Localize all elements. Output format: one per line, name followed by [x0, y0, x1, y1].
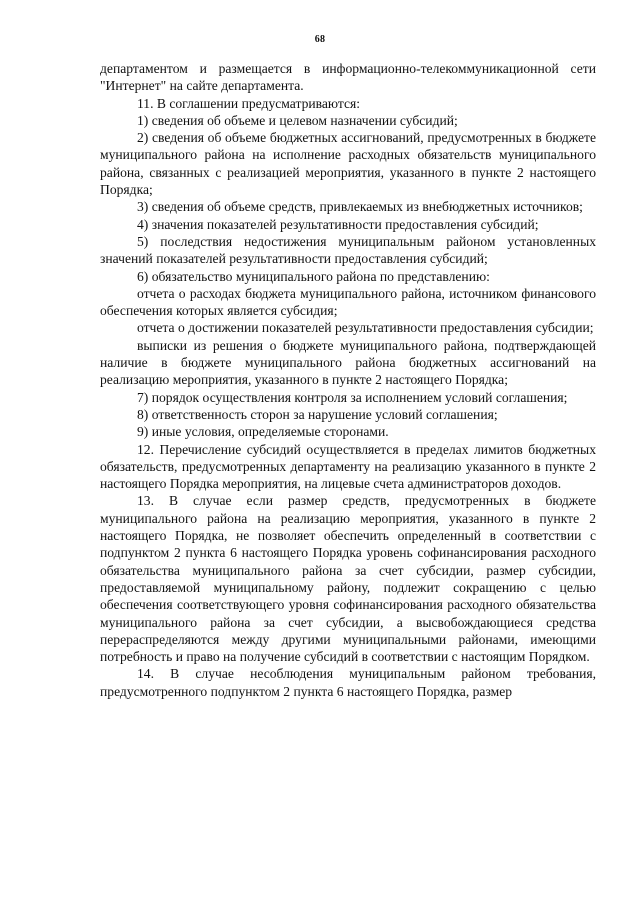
document-body — [100, 60, 596, 700]
paragraph: выписки из решения о бюджете муниципального района, подтверждающей наличие в бюджете муниципального района бюджетных ассигнований на реализацию мероприятия, указанного в пункте 2 настоящего Порядка; — [100, 337, 596, 388]
paragraph: 4) значения показателей результативности предоставления субсидий; — [137, 216, 539, 232]
page-number: 68 — [314, 34, 326, 45]
paragraph: отчета о достижении показателей результативности предоставления субсидии; — [137, 320, 594, 336]
paragraph: 1) сведения об объеме и целевом назначении субсидий; — [137, 112, 458, 128]
paragraph: 6) обязательство муниципального района по представлению: — [137, 268, 490, 284]
paragraph: 2) сведения об объеме бюджетных ассигнований, предусмотренных в бюджете муниципального района на исполнение расходных обязательств муниципального района, связанных с реализацией мероприятия, указанного в пункте 2 настоящего Порядка; — [100, 130, 596, 198]
paragraph: 8) ответственность сторон за нарушение условий соглашения; — [137, 406, 498, 422]
paragraph: 14. В случае несоблюдения муниципальным районом требования, предусмотренного подпунктом 2 пункта 6 настоящего Порядка, размер — [100, 666, 596, 699]
paragraph: 9) иные условия, определяемые сторонами. — [137, 424, 389, 440]
paragraph: отчета о расходах бюджета муниципального района, источником финансового обеспечения которых является субсидия; — [100, 285, 596, 319]
paragraph: 7) порядок осуществления контроля за исполнением условий соглашения; — [137, 389, 568, 405]
paragraph: 3) сведения об объеме средств, привлекаемых из внебюджетных источников; — [137, 199, 583, 215]
paragraph: департаментом и размещается в информационно-телекоммуникационной сети "Интернет" на сайте департамента. — [100, 61, 596, 94]
paragraph: 11. В соглашении предусматриваются: — [137, 95, 361, 111]
paragraph: 5) последствия недостижения муниципальным районом установленных значений показателей результативности предоставления субсидий; — [100, 233, 596, 267]
paragraph: 12. Перечисление субсидий осуществляется в пределах лимитов бюджетных обязательств, предусмотренных департаменту на реализацию указанного в пункте 2 настоящего Порядка мероприятия, на лицевые счета администраторов доходов. — [100, 441, 596, 492]
paragraph: 13. В случае если размер средств, предусмотренных в бюджете муниципального района на реализацию мероприятия, указанного в пункте 2 настоящего Порядка, не позволяет обеспечить определенный в соответствии с подпунктом 2 пункта 6 настоящего Порядка уровень софинансирования расходного обязательства муниципального района за счет субсидии, размер субсидии, предоставляемой муниципальному району, подлежит сокращению с целью обеспечения соответствующего уровня софинансирования расходного обязательства муниципального района за счет субсидии, а высвобождающиеся средства перераспределяются между другими муниципальными районами, имеющими потребность и право на получение субсидий в соответствии с настоящим Порядком. — [100, 493, 596, 665]
